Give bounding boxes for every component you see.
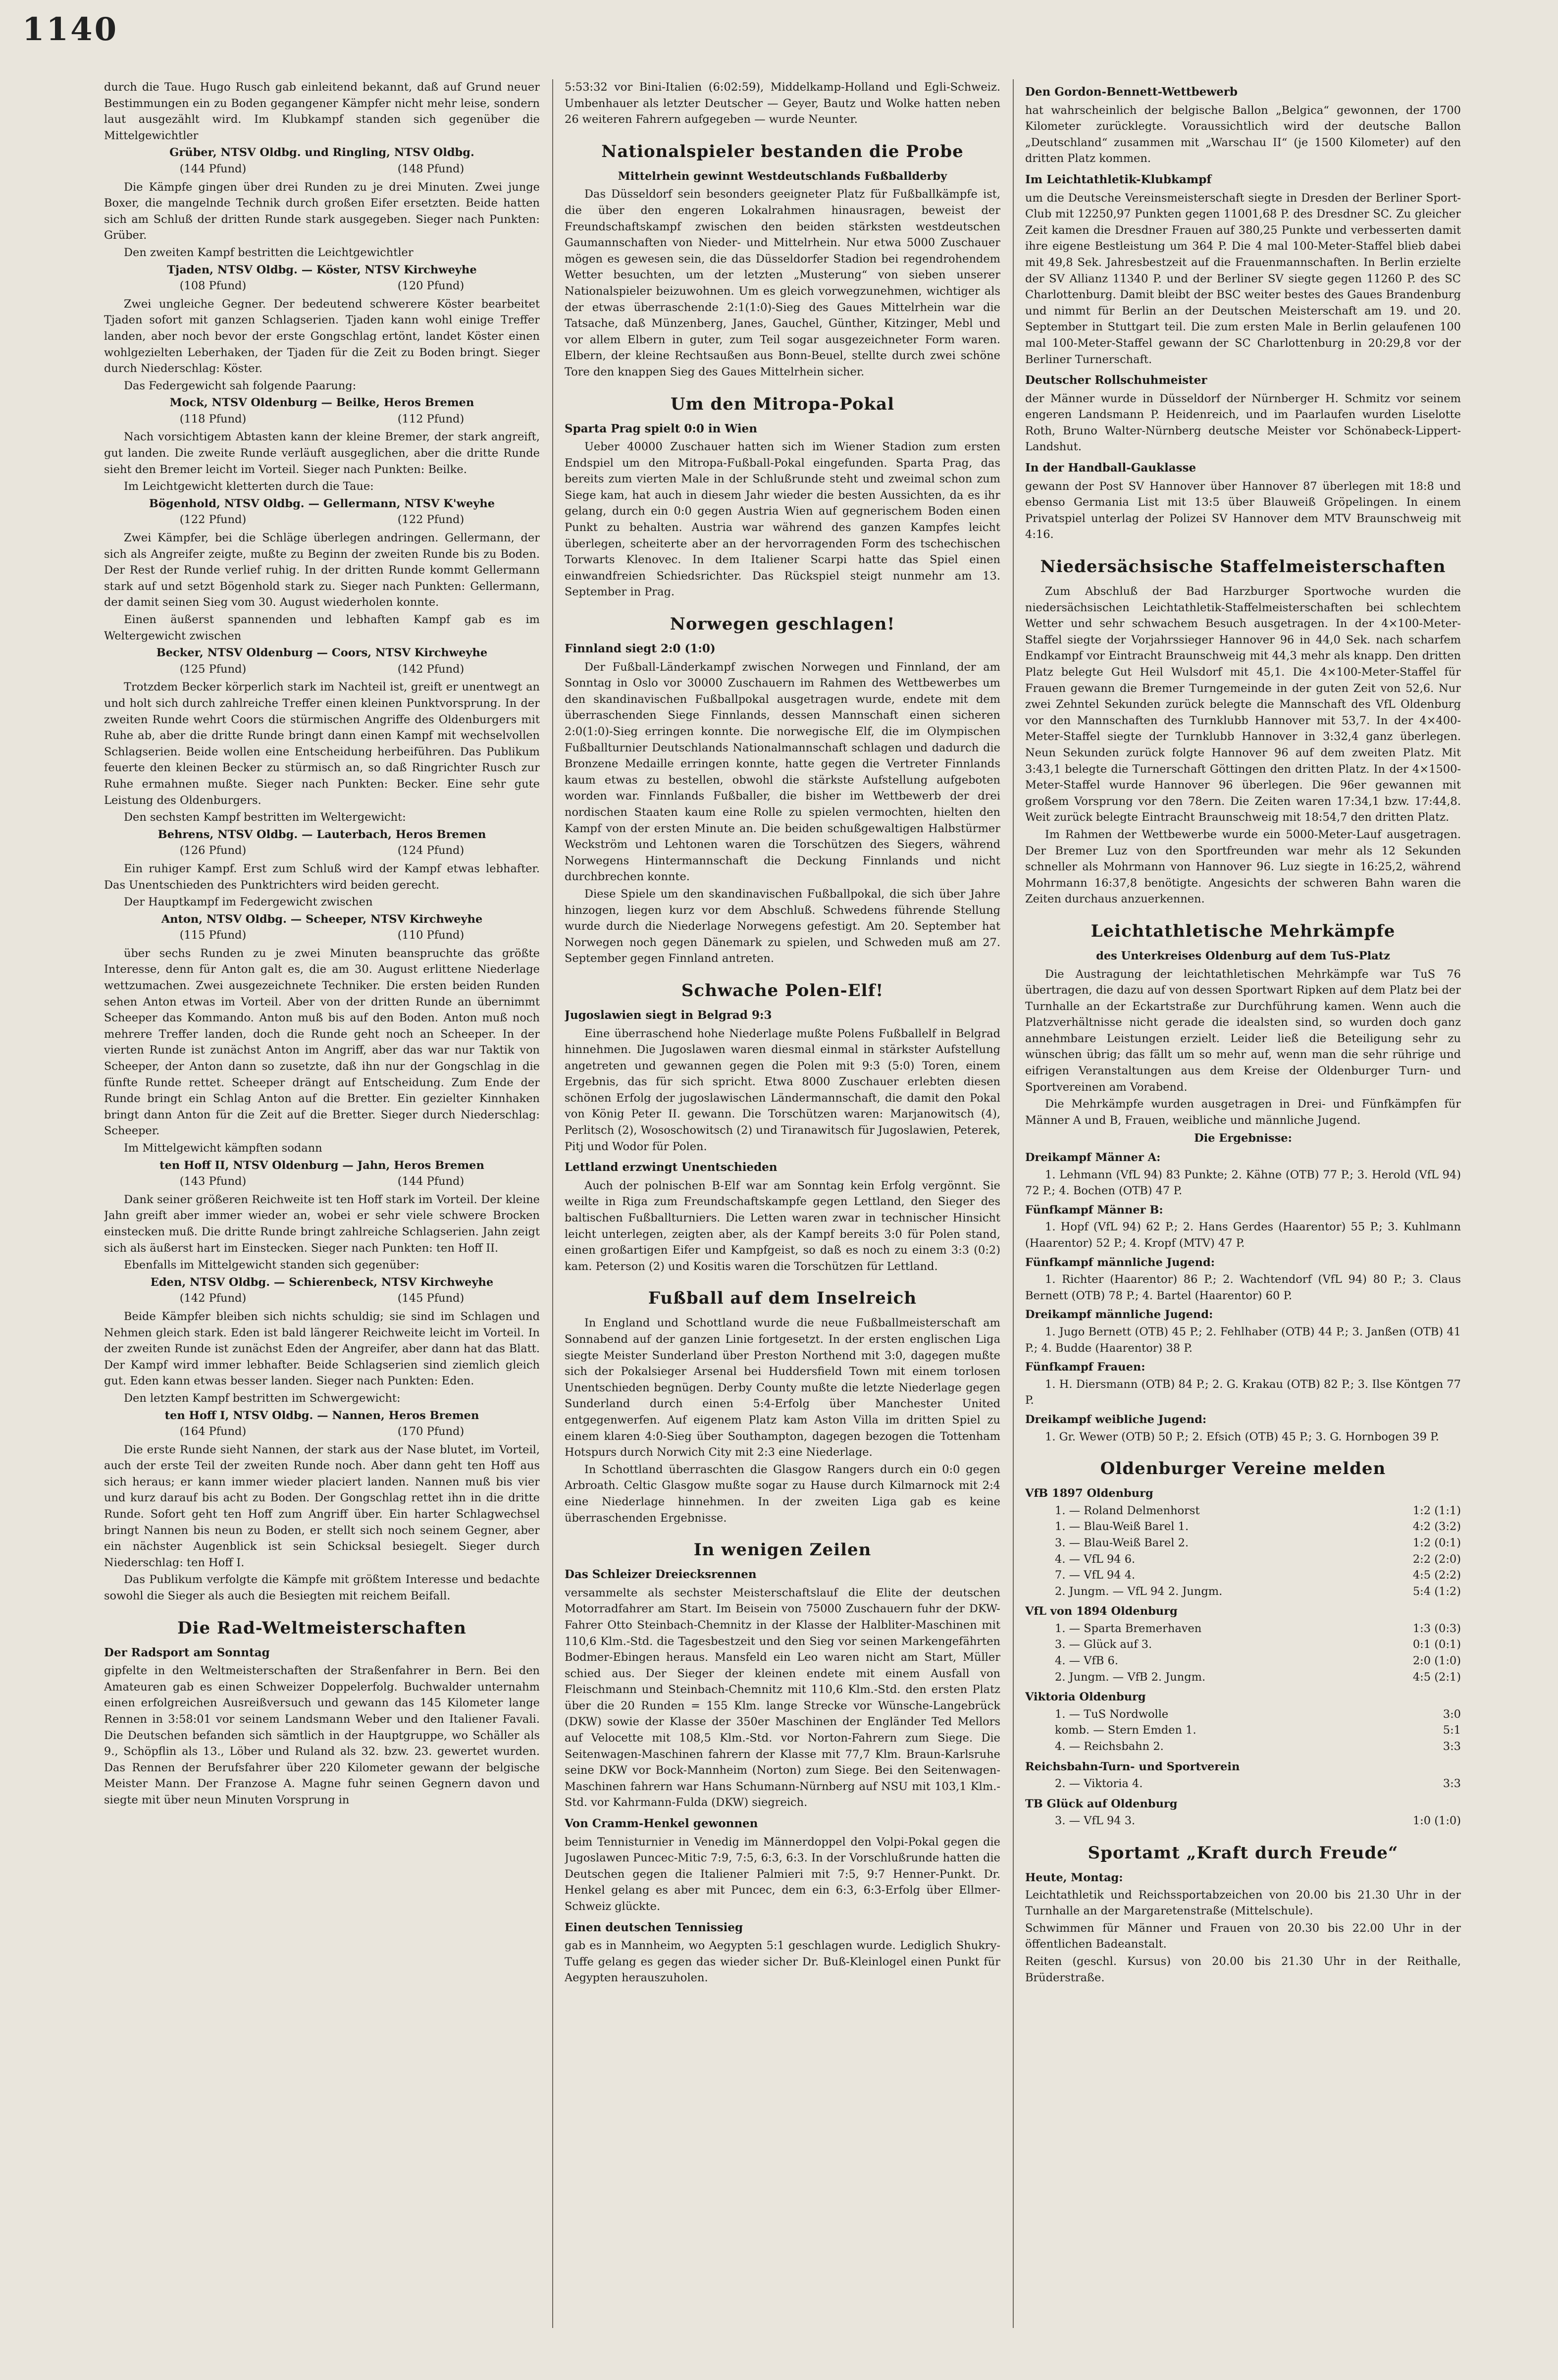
headline-mehrkaempfe: Leichtathletische Mehrkämpfe	[1091, 921, 1396, 941]
club-result-row	[1025, 1551, 1461, 1568]
paragraph: Die Kämpfe gingen über drei Runden zu je drei Minuten. Zwei junge Boxer, die mangelnde Technik durch großen Eifer ersetzten. Beide hatten sich am Schluß der dritten Runde stark ausgegeben. Sieger nach Punkten: Grüber.	[104, 180, 540, 242]
paragraph: Beide Kämpfer bleiben sich nichts schuldig; sie sind im Schlagen und Nehmen gleich stark. Eden ist bald längerer Reichweite leicht im Vorteil. In der zweiten Runde ist zunächst Eden der Angreifer, aber dann hat das Blatt. Der Kampf wird immer lebhafter. Beide Schlagserien sind ziemlich gleich gut. Eden kann etwas besser landen. Sieger nach Punkten: Eden.	[104, 1310, 540, 1388]
result-line: 1. Jugo Bernett (OTB) 45 P.; 2. Fehlhaber (OTB) 44 P.; 3. Janßen (OTB) 41 P.; 4. Budde (Haarentor) 38 P.	[1025, 1325, 1461, 1355]
match-team: 1. — Sparta Bremerhaven	[1055, 1622, 1202, 1635]
page-number: 1140	[22, 11, 119, 48]
result-line: 1. H. Diersmann (OTB) 84 P.; 2. G. Krakau (OTB) 82 P.; 3. Ilse Köntgen 77 P.	[1025, 1377, 1461, 1407]
schedule-line: Reiten (geschl. Kursus) von 20.00 bis 21.30 Uhr in der Reithalle, Brüderstraße.	[1025, 1955, 1461, 1984]
club-result-row	[1025, 1519, 1461, 1535]
headline-kraft-durch-freude: Sportamt „Kraft durch Freude“	[1088, 1843, 1399, 1863]
weight: (115 Pfund)	[179, 929, 247, 942]
subheading: Einen deutschen Tennissieg	[565, 1920, 743, 1934]
paragraph: gewann der Post SV Hannover über Hannover 87 überlegen mit 18:8 und ebenso Germania List mit 13:5 über Blauweiß Gröpelingen. In einem Privatspiel unterlag der Polizei SV Hannover dem MTV Braunschweig mit 4:16.	[1025, 479, 1461, 541]
bout-weights	[104, 1173, 540, 1190]
paragraph: Das Publikum verfolgte die Kämpfe mit größtem Interesse und bedachte sowohl die Sieger als auch die Besiegten mit reichem Beifall.	[104, 1573, 540, 1603]
weight: (112 Pfund)	[397, 412, 465, 425]
bout-pairing: Becker, NTSV Oldenburg — Coors, NTSV Kirchweyhe	[156, 646, 488, 660]
headline-vereine-melden: Oldenburger Vereine melden	[1100, 1459, 1386, 1479]
paragraph: Ein ruhiger Kampf. Erst zum Schluß wird der Kampf etwas lebhafter. Das Unentschieden des Punktrichters wird beiden gerecht.	[104, 862, 540, 892]
club-result-row	[1025, 1722, 1461, 1739]
subheading: Sparta Prag spielt 0:0 in Wien	[565, 422, 757, 435]
match-score: 4:5 (2:2)	[1412, 1569, 1461, 1582]
result-category: Dreikampf Männer A:	[1025, 1151, 1161, 1164]
bout-pairing: Behrens, NTSV Oldbg. — Lauterbach, Heros Bremen	[157, 828, 486, 841]
weight: (125 Pfund)	[179, 662, 247, 676]
newspaper-page	[104, 79, 1471, 2338]
bout-pairing: Grüber, NTSV Oldbg. und Ringling, NTSV Oldbg.	[169, 146, 474, 159]
club-result-row	[1025, 1813, 1461, 1829]
match-team: 3. — Blau-Weiß Barel 2.	[1055, 1536, 1189, 1549]
club-result-row	[1025, 1706, 1461, 1723]
bout-weights	[104, 1290, 540, 1307]
paragraph: Ueber 40000 Zuschauer hatten sich im Wiener Stadion zum ersten Endspiel um den Mitropa-Fußball-Pokal eingefunden. Sparta Prag, das bereits zum vierten Male in der Schlußrunde steht und zweimal schon zum Siege kam, hat auch in diesem Jahr wieder die besten Aussichten, da es ihr gelang, durch ein 0:0 gegen Austria Wien auf gegnerischem Boden einen Punkt zu behalten. Austria war während des ganzen Kampfes leicht überlegen, scheiterte aber an der hervorragenden Form des tschechischen Torwarts Klenovec. In dem Italiener Scarpi hatte das Spiel einen einwandfreien Schiedsrichter. Das Rückspiel steigt nunmehr am 13. September in Prag.	[565, 440, 1000, 599]
club-name: VfL von 1894 Oldenburg	[1025, 1605, 1178, 1618]
paragraph: Die erste Runde sieht Nannen, der stark aus der Nase blutet, im Vorteil, auch der erste Teil der zweiten Runde noch. Aber dann geht ten Hoff aus sich heraus; er kann immer wieder placiert landen. Nannen muß bis vier und kurz darauf bis acht zu Boden. Der Gongschlag rettet ihn in die dritte Runde. Sofort geht ten Hoff zum Angriff über. Ein harter Schlagwechsel bringt Nannen bis neun zu Boden, er stellt sich noch seinem Gegner, aber ein nächster Augenblick ist sein Schicksal besiegelt. Sieger durch Niederschlag: ten Hoff I.	[104, 1443, 540, 1569]
paragraph: gab es in Mannheim, wo Aegypten 5:1 geschlagen wurde. Lediglich Shukry-Tuffe gelang es gegen das wieder sicher Dr. Buß-Kleinlogel einen Punkt für Aegypten herauszuholen.	[565, 1939, 1000, 1985]
match-team: 7. — VfL 94 4.	[1055, 1569, 1136, 1582]
bout-weights	[104, 661, 540, 678]
column-2	[565, 79, 1000, 2328]
club-name: VfB 1897 Oldenburg	[1025, 1487, 1153, 1500]
paragraph: In Schottland überraschten die Glasgow Rangers durch ein 0:0 gegen Arbroath. Celtic Glasgow mußte sogar zu Hause durch Kilmarnock mit 2:4 eine Niederlage hinnehmen. In der zweiten Liga gab es keine überraschenden Ergebnisse.	[565, 1463, 1000, 1525]
paragraph: Im Leichtgewicht kletterten durch die Taue:	[124, 480, 374, 493]
club-results	[1025, 1706, 1461, 1755]
subheading: Den Gordon-Bennett-Wettbewerb	[1025, 85, 1238, 99]
club-result-row	[1025, 1776, 1461, 1792]
paragraph: Der Fußball-Länderkampf zwischen Norwegen und Finnland, der am Sonntag in Oslo vor 30000 Zuschauern im Rahmen des Wettbewerbes um den skandinavischen Fußballpokal ausgetragen wurde, endete mit dem überraschenden Siege Finnlands, dessen Mannschaft einen sicheren 2:0(1:0)-Sieg erringen konnte. Die norwegische Elf, die im Olympischen Fußballturnier Deutschlands Nationalmannschaft schlagen und dadurch die Bronzene Medaille erringen konnte, hatte gegen die Vertreter Finnlands kaum etwas zu bestellen, obwohl die stärkste Aufstellung aufgeboten worden war. Finnlands Fußballer, die bisher im Wettbewerb der drei nordischen Staaten kaum eine Rolle zu spielen vermochten, hielten den Kampf von der ersten Minute an. Die beiden schußgewaltigen Halbstürmer Weckström und Lehtonen waren die Torschützen des Siegers, während Norwegens Hintermannschaft die Deckung Finnlands und nicht durchbrechen konnte.	[565, 660, 1000, 884]
schedule-day: Heute, Montag:	[1025, 1871, 1123, 1884]
bout-weights	[104, 512, 540, 528]
weight: (145 Pfund)	[397, 1292, 465, 1305]
paragraph: gipfelte in den Weltmeisterschaften der Straßenfahrer in Bern. Bei den Amateuren gab es einen Schweizer Doppelerfolg. Buchwalder unternahm einen erfolgreichen Ausreißversuch und gewann das 145 Kilometer lange Rennen in 3:58:01 vor seinem Landsmann Weber und den Italiener Favali. Die Deutschen befanden sich sämtlich in der Hauptgruppe, wo Schäller als 9., Schöpflin als 13., Löber und Ruland als 32. bzw. 23. gewertet wurden. Das Rennen der Berufsfahrer über 220 Kilometer gewann der belgische Meister Mann. Der Franzose A. Magne fuhr seinen Gegnern davon und siegte mit über neun Minuten Vorsprung in	[104, 1664, 540, 1806]
bout-weights	[104, 278, 540, 294]
match-team: 1. — TuS Nordwolle	[1055, 1707, 1169, 1721]
match-team: 2. — Viktoria 4.	[1055, 1777, 1143, 1791]
subheading: Lettland erzwingt Unentschieden	[565, 1161, 778, 1174]
match-score: 3:3	[1443, 1777, 1461, 1791]
result-category: Dreikampf weibliche Jugend:	[1025, 1413, 1207, 1426]
paragraph: Zwei ungleiche Gegner. Der bedeutend schwerere Köster bearbeitet Tjaden sofort mit ganzen Schlagserien. Tjaden kann wohl einige Treffer landen, aber noch bevor der erste Gongschlag ertönt, landet Köster einen wohlgezielten Leberhaken, der Tjaden für die Zeit zu Boden bringt. Sieger durch Niederschlag: Köster.	[104, 297, 540, 375]
column-divider	[1013, 79, 1014, 2328]
match-score: 3:0	[1443, 1707, 1461, 1721]
club-results	[1025, 1621, 1461, 1685]
match-score: 4:5 (2:1)	[1412, 1670, 1461, 1684]
weight: (118 Pfund)	[179, 412, 247, 425]
paragraph: Den zweiten Kampf bestritten die Leichtgewichtler	[124, 246, 414, 259]
paragraph: Einen äußerst spannenden und lebhaften Kampf gab es im Weltergewicht zwischen	[104, 613, 540, 642]
subheading: Finnland siegt 2:0 (1:0)	[565, 642, 716, 656]
club-result-row	[1025, 1503, 1461, 1519]
match-score: 1:2 (0:1)	[1412, 1536, 1461, 1549]
club-result-row	[1025, 1535, 1461, 1551]
club-result-row	[1025, 1621, 1461, 1637]
weight: (144 Pfund)	[397, 1175, 465, 1188]
headline-mitropa-pokal: Um den Mitropa-Pokal	[670, 394, 895, 414]
result-line: 1. Hopf (VfL 94) 62 P.; 2. Hans Gerdes (Haarentor) 55 P.; 3. Kuhlmann (Haarentor) 52 P.; 4. Kropf (MTV) 47 P.	[1025, 1220, 1461, 1250]
club-result-row	[1025, 1584, 1461, 1600]
schedule-line: Schwimmen für Männer und Frauen von 20.30 bis 22.00 Uhr in der öffentlichen Badeanstalt.	[1025, 1921, 1461, 1951]
paragraph: Das Federgewicht sah folgende Paarung:	[124, 379, 357, 392]
headline-rad-weltmeisterschaften: Die Rad-Weltmeisterschaften	[177, 1618, 467, 1638]
result-category: Fünfkampf Männer B:	[1025, 1203, 1163, 1216]
match-team: 1. — Blau-Weiß Barel 1.	[1055, 1520, 1189, 1534]
paragraph: Zwei Kämpfer, bei die Schläge überlegen andringen. Gellermann, der sich als Angreifer zeigte, mußte zu Beginn der zweiten Runde bis zu Boden. Der Rest der Runde verlief ruhig. In der dritten Runde kommt Gellermann stark auf und setzt Bögenhold stark zu. Sieger nach Punkten: Gellermann, der damit seinen Sieg vom 30. August wiederholen konnte.	[104, 531, 540, 609]
match-team: 4. — VfB 6.	[1055, 1654, 1119, 1668]
paragraph: um die Deutsche Vereinsmeisterschaft siegte in Dresden der Berliner Sport-Club mit 12250,97 Punkten gegen 11001,68 P. des Dresdner SC. Zu gleicher Zeit kamen die Dresdner Frauen auf 380,25 Punkte und verbesserten damit ihre eigene Bestleistung um 364 P. Die 4 mal 100-Meter-Staffel blieb dabei mit 49,8 Sek. Jahresbestzeit auf die Frauenmannschaften. In Berlin erzielte der SV Allianz 11340 P. und der Berliner SV siegte gegen 11260 P. des SC Charlottenburg. Damit bleibt der BSC weiter bestes des Gaues Brandenburg und nimmt für Berlin an der Deutschen Meisterschaft am 19. und 20. September in Stuttgart teil. Die zum ersten Male in Berlin gelaufenen 100 mal 100-Meter-Staffel gewann der SC Charlottenburg in 20:29,8 vor der Berliner Turnerschaft.	[1025, 191, 1461, 366]
result-line: 1. Richter (Haarentor) 86 P.; 2. Wachtendorf (VfL 94) 80 P.; 3. Claus Bernett (OTB) 78 P.; 4. Bartel (Haarentor) 60 P.	[1025, 1273, 1461, 1302]
match-score: 5:4 (1:2)	[1412, 1585, 1461, 1598]
weight: (142 Pfund)	[179, 1292, 247, 1305]
result-line: 1. Lehmann (VfL 94) 83 Punkte; 2. Kähne (OTB) 77 P.; 3. Herold (VfL 94) 72 P.; 4. Bochen (OTB) 47 P.	[1025, 1168, 1461, 1198]
weight: (143 Pfund)	[179, 1175, 247, 1188]
match-score: 2:0 (1:0)	[1412, 1654, 1461, 1668]
weight: (110 Pfund)	[397, 929, 465, 942]
subheading: Das Schleizer Dreiecksrennen	[565, 1568, 757, 1582]
bout-weights	[104, 1424, 540, 1440]
headline-norwegen: Norwegen geschlagen!	[670, 614, 895, 635]
subheading: Von Cramm-Henkel gewonnen	[565, 1817, 758, 1831]
subheading: Der Radsport am Sonntag	[104, 1645, 270, 1659]
match-score: 2:2 (2:0)	[1412, 1552, 1461, 1566]
column-divider	[552, 79, 553, 2328]
match-score: 0:1 (0:1)	[1412, 1638, 1461, 1651]
weight: (122 Pfund)	[397, 513, 465, 527]
paragraph: Diese Spiele um den skandinavischen Fußballpokal, die sich über Jahre hinzogen, liegen kurz vor dem Abschluß. Schwedens führende Stellung wurde durch die Niederlage Norwegens gefestigt. Am 20. September hat Norwegen noch gegen Dänemark zu spielen, und Schweden muß am 27. September gegen Finnland antreten.	[565, 887, 1000, 965]
paragraph: versammelte als sechster Meisterschaftslauf die Elite der deutschen Motorradfahrer am Start. Im Beisein von 75000 Zuschauern fuhr der DKW-Fahrer Otto Steinbach-Chemnitz in der Klasse der Halbliter-Maschinen mit 110,6 Klm.-Std. die Tagesbestzeit und den Sieg vor seinen Markengefährten Bodmer-Ebingen heraus. Mansfeld ein Leo waren nicht am Start, Müller schied aus. Der Sieger der kleinen endete mit einem Ausfall von Fleischmann und Steinbach-Chemnitz mit 110,6 Klm.-Std. den ersten Platz über die 20 Runden = 155 Klm. lange Strecke vor Wünsche-Langebrück (DKW) sowie der Klasse der 350er Maschinen der Engländer Ted Mellors auf Velocette mit 108,5 Klm.-Std. vor Norton-Fahrern zum Siege. Die Seitenwagen-Maschinen fahrern der Klasse mit 77,7 Klm. Braun-Karlsruhe seine DKW vor Bock-Mannheim (Norton) zum Siege. Bei den Seitenwagen-Maschinen fahrern war Hans Schumann-Nürnberg auf NSU mit 103,1 Klm.-Std. vor Kahrmann-Fulda (DKW) siegreich.	[565, 1586, 1000, 1809]
bout-weights	[104, 161, 540, 177]
bout-pairing: Anton, NTSV Oldbg. — Scheeper, NTSV Kirchweyhe	[161, 912, 483, 926]
match-score: 1:2 (1:1)	[1412, 1504, 1461, 1517]
weight: (144 Pfund)	[179, 162, 247, 175]
club-name: Viktoria Oldenburg	[1025, 1691, 1146, 1704]
result-category: Fünfkampf Frauen:	[1025, 1361, 1145, 1374]
subheading: des Unterkreises Oldenburg auf dem TuS-Platz	[1096, 949, 1390, 962]
match-team: 1. — Roland Delmenhorst	[1055, 1504, 1200, 1517]
match-score: 1:3 (0:3)	[1412, 1622, 1461, 1635]
paragraph: In England und Schottland wurde die neue Fußballmeisterschaft am Sonnabend auf der ganzen Linie fortgesetzt. In der ersten englischen Liga siegte Meister Sunderland über Preston Northend mit 3:0, dagegen mußte sich der Pokalsieger Arsenal bei Huddersfield Town mit einem torlosen Unentschieden begnügen. Derby County mußte die letzte Niederlage gegen Sunderland durch einen 5:4-Erfolg über Manchester United entgegenwerfen. Auf eigenem Platz kam Aston Villa im dritten Spiel zu einem klaren 4:0-Sieg über Southampton, dagegen bezogen die Tottenham Hotspurs durch Norwich City mit 2:3 eine Niederlage.	[565, 1317, 1000, 1459]
weight: (142 Pfund)	[397, 662, 465, 676]
paragraph: Die Mehrkämpfe wurden ausgetragen in Drei- und Fünfkämpfen für Männer A und B, Frauen, weibliche und männliche Jugend.	[1025, 1098, 1461, 1127]
club-name: TB Glück auf Oldenburg	[1025, 1797, 1178, 1810]
club-result-row	[1025, 1739, 1461, 1755]
club-result-row	[1025, 1567, 1461, 1584]
match-score: 4:2 (3:2)	[1412, 1520, 1461, 1534]
paragraph: Auch der polnischen B-Elf war am Sonntag kein Erfolg vergönnt. Sie weilte in Riga zum Freundschaftskampfe gegen Lettland, den Sieger des baltischen Fußballturniers. Die Letten waren zwar in technischer Hinsicht leicht unterlegen, zeigten aber, als der Kampf bereits 3:0 für Polen stand, einen großartigen Eifer und Kampfgeist, so daß es noch zu einem 3:3 (0:2) kam. Peterson (2) und Kositis waren die Torschützen für Lettland.	[565, 1179, 1000, 1273]
paragraph: Ebenfalls im Mittelgewicht standen sich gegenüber:	[124, 1259, 419, 1272]
paragraph: hat wahrscheinlich der belgische Ballon „Belgica“ gewonnen, der 1700 Kilometer zurücklegte. Voraussichtlich wird der deutsche Ballon „Deutschland“ zusammen mit „Warschau II“ (je 1500 Kilometer) auf den dritten Platz kommen.	[1025, 104, 1461, 165]
club-result-row	[1025, 1637, 1461, 1653]
club-results	[1025, 1776, 1461, 1792]
match-team: komb. — Stern Emden 1.	[1055, 1724, 1196, 1737]
match-team: 2. Jungm. — VfL 94 2. Jungm.	[1055, 1585, 1223, 1598]
bout-pairing: ten Hoff I, NTSV Oldbg. — Nannen, Heros Bremen	[164, 1409, 479, 1422]
subheading: In der Handball-Gauklasse	[1025, 461, 1196, 475]
paragraph: über sechs Runden zu je zwei Minuten beanspruchte das größte Interesse, denn für Anton galt es, die am 30. August erlittene Niederlage wettzumachen. Zwei ausgezeichnete Techniker. Die ersten beiden Runden sehen Anton etwas im Vorteil. Aber von der dritten Runde an übernimmt Scheeper das Kommando. Anton muß bis auf den Boden. Anton muß noch mehrere Treffer landen, doch die Runde geht noch an Scheeper. In der vierten Runde ist zunächst Anton im Angriff, aber das war nur Taktik von Scheeper, der Anton dann so zusetzte, daß ihn nur der Gongschlag in die fünfte Runde rettet. Scheeper drängt auf Entscheidung. Zum Ende der Runde bringt ein Schlag Anton auf die Bretter. Ein gezielter Kinnhaken bringt dann Anton für die Zeit auf die Bretter. Sieger durch Niederschlag: Scheeper.	[104, 947, 540, 1138]
weight: (108 Pfund)	[179, 279, 247, 293]
column-3	[1025, 79, 1461, 2328]
weight: (122 Pfund)	[179, 513, 247, 527]
match-score: 3:3	[1443, 1740, 1461, 1753]
paragraph: Trotzdem Becker körperlich stark im Nachteil ist, greift er unentwegt an und holt sich durch zahlreiche Treffer einen kleinen Punktvorsprung. In der zweiten Runde wehrt Coors die stürmischen Angriffe des Oldenburgers mit Ruhe ab, aber die dritte Runde bringt dann einen Kampf mit wechselvollen Schlagserien. Beide wollen eine Entscheidung herbeiführen. Das Publikum feuerte den kleinen Becker zu stürmisch an, so daß Ringrichter Rusch zur Ruhe ermahnen mußte. Sieger nach Punkten: Becker. Eine sehr gute Leistung des Oldenburgers.	[104, 681, 540, 807]
bout-pairing: Bögenhold, NTSV Oldbg. — Gellermann, NTSV K'weyhe	[149, 497, 495, 510]
match-team: 2. Jungm. — VfB 2. Jungm.	[1055, 1670, 1206, 1684]
weight: (170 Pfund)	[397, 1425, 465, 1438]
results-heading: Die Ergebnisse:	[1194, 1132, 1292, 1145]
paragraph: durch die Taue. Hugo Rusch gab einleitend bekannt, daß auf Grund neuer Bestimmungen ein zu Boden gegangener Kämpfer nicht mehr leise, sondern laut ausgezählt wird. Im Klubkampf standen sich gegenüber die Mittelgewichtler	[104, 81, 540, 142]
paragraph: Den sechsten Kampf bestritten im Weltergewicht:	[124, 811, 406, 824]
subheading: Im Leichtathletik-Klubkampf	[1025, 172, 1212, 186]
subheading: Mittelrhein gewinnt Westdeutschlands Fußballderby	[618, 169, 947, 183]
club-result-row	[1025, 1653, 1461, 1669]
result-category: Dreikampf männliche Jugend:	[1025, 1308, 1213, 1322]
paragraph: Im Mittelgewicht kämpften sodann	[124, 1142, 322, 1155]
paragraph: Den letzten Kampf bestritten im Schwergewicht:	[124, 1391, 401, 1405]
paragraph: Die Austragung der leichtathletischen Mehrkämpfe war TuS 76 übertragen, die dazu auf von dessen Sportwart Ripken auf dem Platz bei der Turnhalle an der Eckartstraße zur Durchführung kamen. Wenn auch die Platzverhältnisse nicht gerade die idealsten sind, so wurden doch ganz annehmbare Leistungen erzielt. Leider ließ die Beteiligung sehr zu wünschen übrig; das fällt um so mehr auf, wenn man die sehr rührige und eifrigen Veranstaltungen aus dem Kreise der Oldenburger Turn- und Sportvereinen am Vorabend.	[1025, 967, 1461, 1094]
headline-polen-elf: Schwache Polen-Elf!	[681, 980, 884, 1001]
paragraph: Zum Abschluß der Bad Harzburger Sportwoche wurden die niedersächsischen Leichtathletik-Staffelmeisterschaften bei schlechtem Wetter und sehr schwachem Besuch ausgetragen. In der 4×100-Meter-Staffel siegte der Vorjahrssieger Hannover 96 in 44,0 Sek. nach scharfem Endkampf vor Eintracht Braunschweig mit 44,3 mehr als knapp. Den dritten Platz belegte Gut Heil Wulsdorf mit 45,1. Die 4×100-Meter-Staffel für Frauen gewann die Bremer Turngemeinde in der guten Zeit von 52,6. Nur zwei Zehntel Sekunden zurück belegte die Mannschaft des VfL Oldenburg vor den Mannschaften des Turnklubb Hannover mit 53,7. In der 4×400-Meter-Staffel siegte der Turnklubb Hannover in 3:32,4 ganz überlegen. Neun Sekunden zurück folgte Hannover 96 auf dem zweiten Platz. Mit 3:43,1 belegte die Turnerschaft Göttingen den dritten Platz. In der 4×1500-Meter-Staffel wurde Hannover 96 überlegen. Die 96er gewannen mit großem Vorsprung vor den 78ern. Die Zeiten waren 17:34,1 bzw. 17:44,8. Weit zurück belegte Eintracht Braunschweig mit 18:54,7 den dritten Platz.	[1025, 585, 1461, 824]
paragraph: beim Tennisturnier in Venedig im Männerdoppel den Volpi-Pokal gegen die Jugoslawen Puncec-Mitic 7:9, 7:5, 6:3, 6:3. In der Vorschlußrunde hatten die Deutschen gegen die Italiener Palmieri mit 7:5, 9:7 Henner-Punkt. Dr. Henkel gelang es aber mit Puncec, dem ein 6:3, 6:3-Erfolg über Ellmer-Schweiz glückte.	[565, 1835, 1000, 1913]
bout-weights	[104, 843, 540, 859]
weight: (120 Pfund)	[397, 279, 465, 293]
weight: (124 Pfund)	[397, 844, 465, 857]
match-score: 1:0 (1:0)	[1412, 1814, 1461, 1828]
column-1	[104, 79, 540, 2328]
paragraph: Dank seiner größeren Reichweite ist ten Hoff stark im Vorteil. Der kleine Jahn greift aber immer wieder an, wobei er sehr viele schwere Brocken einstecken muß. Die dritte Runde bringt zahlreiche Schlagserien. Jahn zeigt sich als äußerst hart im Einstecken. Sieger nach Punkten: ten Hoff II.	[104, 1193, 540, 1255]
paragraph: der Männer wurde in Düsseldorf der Nürnberger H. Schmitz vor seinem engeren Landsmann P. Heidenreich, und im Paarlaufen wurden Liselotte Roth, Bruno Walter-Nürnberg deutsche Meister vor Schönabeck-Lippert-Landshut.	[1025, 392, 1461, 454]
match-score: 5:1	[1443, 1724, 1461, 1737]
headline-staffelmeisterschaften: Niedersächsische Staffelmeisterschaften	[1040, 557, 1446, 577]
result-line: 1. Gr. Wewer (OTB) 50 P.; 2. Efsich (OTB) 45 P.; 3. G. Hornbogen 39 P.	[1045, 1430, 1439, 1443]
bout-pairing: Mock, NTSV Oldenburg — Beilke, Heros Bremen	[169, 396, 474, 410]
headline-inselreich: Fußball auf dem Inselreich	[648, 1288, 917, 1309]
club-results	[1025, 1813, 1461, 1829]
bout-pairing: ten Hoff II, NTSV Oldenburg — Jahn, Heros Bremen	[159, 1159, 484, 1172]
weight: (126 Pfund)	[179, 844, 247, 857]
paragraph: Das Düsseldorf sein besonders geeigneter Platz für Fußballkämpfe ist, die über den engeren Lokalrahmen hinausragen, beweist der Freundschaftskampf zwischen den beiden stärksten westdeutschen Gaumannschaften von Nieder- und Mittelrhein. Nur etwa 5000 Zuschauer mögen es gewesen sein, die das Düsseldorfer Stadion bei regendrohendem Wetter besuchten, um der letzten „Musterung“ von sieben unserer Nationalspieler beizuwohnen. Um es gleich vorwegzunehmen, wichtiger als der etwas überraschende 2:1(1:0)-Sieg des Gaues Mittelrhein war die Tatsache, daß Münzenberg, Janes, Gauchel, Günther, Kitzinger, Mebl und vor allem Elbern in guter, zum Teil sogar ausgezeichneter Form waren. Elbern, der kleine Rechtsaußen aus Bonn-Beuel, stellte durch zwei schöne Tore den knappen Sieg des Gaues Mittelrhein sicher.	[565, 188, 1000, 378]
paragraph: Im Rahmen der Wettbewerbe wurde ein 5000-Meter-Lauf ausgetragen. Der Bremer Luz von den Sportfreunden war mehr als 12 Sekunden schneller als Mohrmann von Hannover 96. Luz siegte in 16:25,2, während Mohrmann 16:37,8 benötigte. Angesichts der schweren Bahn waren die Zeiten durchaus anzuerkennen.	[1025, 828, 1461, 906]
club-result-row	[1025, 1669, 1461, 1686]
match-team: 3. — Glück auf 3.	[1055, 1638, 1152, 1651]
headline-wenigen-zeilen: In wenigen Zeilen	[693, 1540, 872, 1560]
match-team: 4. — VfL 94 6.	[1055, 1552, 1136, 1566]
bout-pairing: Tjaden, NTSV Oldbg. — Köster, NTSV Kirchweyhe	[167, 263, 477, 276]
match-team: 3. — VfL 94 3.	[1055, 1814, 1136, 1828]
paragraph: 5:53:32 vor Bini-Italien (6:02:59), Middelkamp-Holland und Egli-Schweiz. Umbenhauer als letzter Deutscher — Geyer, Bautz und Wolke hatten neben 26 weiteren Fahrern aufgegeben — wurde Neunter.	[565, 81, 1000, 126]
result-category: Fünfkampf männliche Jugend:	[1025, 1256, 1215, 1269]
subheading: Deutscher Rollschuhmeister	[1025, 373, 1207, 387]
match-team: 4. — Reichsbahn 2.	[1055, 1740, 1164, 1753]
bout-pairing: Eden, NTSV Oldbg. — Schierenbeck, NTSV Kirchweyhe	[150, 1275, 494, 1289]
paragraph: Eine überraschend hohe Niederlage mußte Polens Fußballelf in Belgrad hinnehmen. Die Jugoslawen waren diesmal einmal in stärkster Aufstellung angetreten und gewannen gegen die Polen mit 9:3 (5:0) Toren, einem Ergebnis, das für sich spricht. Etwa 8000 Zuschauer erlebten diesen schönen Erfolg der jugoslawischen Ländermannschaft, die damit den Pokal von König Peter II. gewann. Die Torschützen waren: Marjanowitsch (4), Perlitsch (2), Wososchowitsch (2) und Tiranawitsch für Jugoslawien, Peterek, Pitj und Wodor für Polen.	[565, 1027, 1000, 1153]
club-results	[1025, 1503, 1461, 1600]
bout-weights	[104, 927, 540, 944]
paragraph: Nach vorsichtigem Abtasten kann der kleine Bremer, der stark angreift, gut landen. Die zweite Runde verläuft ausgeglichen, aber die dritte Runde sieht den Bremer leicht im Vorteil. Sieger nach Punkten: Beilke.	[104, 430, 540, 476]
schedule-line: Leichtathletik und Reichssportabzeichen von 20.00 bis 21.30 Uhr in der Turnhalle an der Margaretenstraße (Mittelschule).	[1025, 1888, 1461, 1918]
subheading: Jugoslawien siegt in Belgrad 9:3	[565, 1008, 772, 1022]
weight: (148 Pfund)	[397, 162, 465, 175]
club-name: Reichsbahn-Turn- und Sportverein	[1025, 1760, 1240, 1773]
paragraph: Der Hauptkampf im Federgewicht zwischen	[124, 896, 373, 909]
bout-weights	[104, 411, 540, 427]
headline-nationalspieler: Nationalspieler bestanden die Probe	[601, 141, 964, 161]
weight: (164 Pfund)	[179, 1425, 247, 1438]
